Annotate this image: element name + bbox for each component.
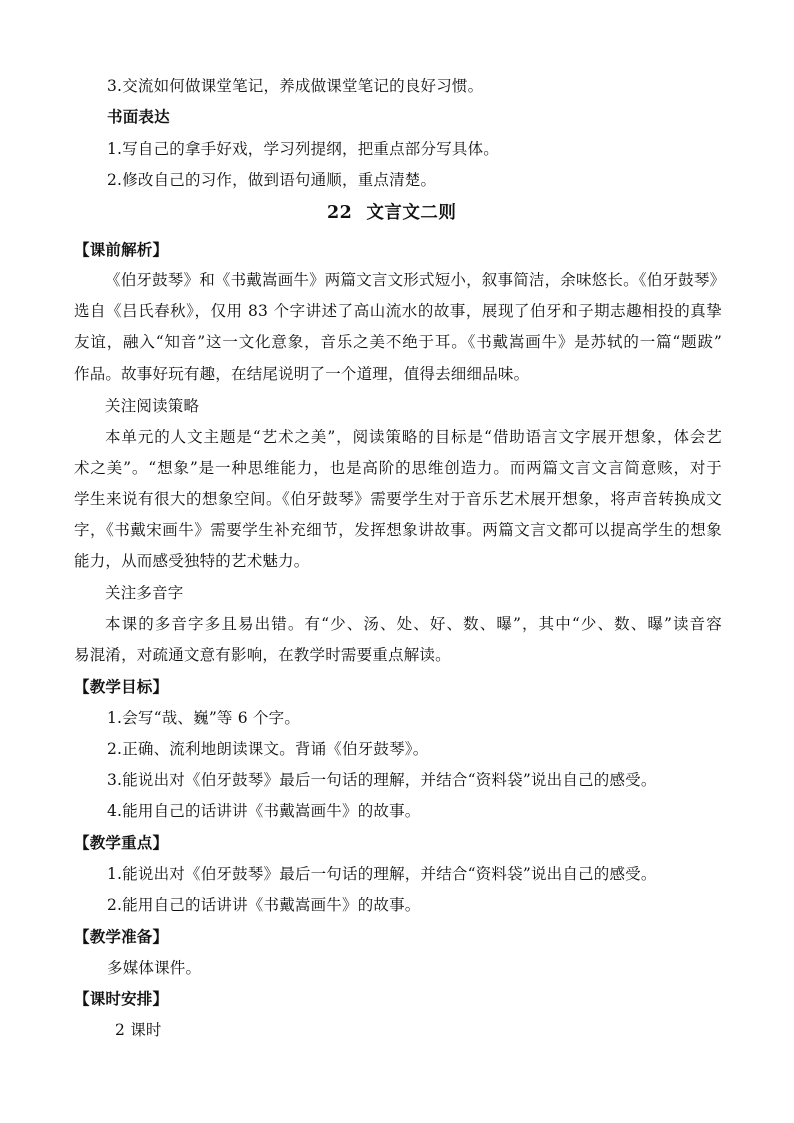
key-point-item-1: 1.能说出对《伯牙鼓琴》最后一句话的理解，并结合“资料袋”说出自己的感受。 bbox=[107, 865, 657, 883]
preparation-text: 多媒体课件。 bbox=[107, 959, 202, 977]
schedule-text: 2 课时 bbox=[115, 1021, 162, 1039]
written-item-2: 2.修改自己的习作，做到语句通顺，重点清楚。 bbox=[107, 171, 437, 189]
subheading-reading-strategy: 关注阅读策略 bbox=[105, 397, 200, 415]
paragraph-line: 《伯牙鼓琴》和《书戴嵩画牛》两篇文言文形式短小，叙事简洁，余味悠长。《伯牙鼓琴》 bbox=[105, 271, 726, 289]
lesson-title bbox=[327, 203, 456, 223]
heading-preparation: 【教学准备】 bbox=[74, 927, 169, 946]
paragraph-line: 易混淆，对疏通文意有影响，在教学时需要重点解读。 bbox=[74, 646, 451, 664]
paragraph-line: 能力，从而感受独特的艺术魅力。 bbox=[74, 552, 310, 570]
paragraph-line: 字，《书戴宋画牛》需要学生补充细节，发挥想象讲故事。两篇文言文都可以提高学生的想象 bbox=[74, 521, 722, 539]
heading-schedule: 【课时安排】 bbox=[74, 989, 169, 1008]
lesson-number: 22 bbox=[327, 203, 353, 223]
key-point-item-2: 2.能用自己的话讲讲《书戴嵩画牛》的故事。 bbox=[107, 896, 421, 914]
written-item-1: 1.写自己的拿手好戏，学习列提纲，把重点部分写具体。 bbox=[107, 140, 499, 158]
paragraph-line: 术之美”。“想象”是一种思维能力，也是高阶的思维创造力。而两篇文言文言简意赅，对于 bbox=[74, 459, 722, 477]
subheading-polyphonic: 关注多音字 bbox=[105, 584, 184, 602]
paragraph-line: 本课的多音字多且易出错。有“少、汤、处、好、数、曝”，其中“少、数、曝”读音容 bbox=[105, 615, 722, 633]
heading-pre-analysis: 【课前解析】 bbox=[74, 240, 169, 259]
objective-item-3: 3.能说出对《伯牙鼓琴》最后一句话的理解，并结合“资料袋”说出自己的感受。 bbox=[107, 771, 657, 789]
paragraph-line: 选自《吕氏春秋》，仅用 83 个字讲述了高山流水的故事，展现了伯牙和子期志趣相投的真挚 bbox=[74, 302, 722, 320]
paragraph-line: 友谊，融入“知音”这一文化意象，音乐之美不绝于耳。《书戴嵩画牛》是苏轼的一篇“题跋” bbox=[74, 333, 722, 351]
heading-objectives: 【教学目标】 bbox=[74, 677, 169, 696]
objective-item-4: 4.能用自己的话讲讲《书戴嵩画牛》的故事。 bbox=[107, 802, 421, 820]
paragraph-line: 作品。故事好玩有趣，在结尾说明了一个道理，值得去细细品味。 bbox=[74, 365, 530, 383]
section-title-written-expression: 书面表达 bbox=[107, 107, 170, 126]
lesson-name: 文言文二则 bbox=[366, 203, 457, 223]
paragraph-line: 本单元的人文主题是“艺术之美”，阅读策略的目标是“借助语言文字展开想象，体会艺 bbox=[105, 428, 722, 446]
heading-key-points: 【教学重点】 bbox=[74, 833, 169, 852]
note-taking-item: 3.交流如何做课堂笔记，养成做课堂笔记的良好习惯。 bbox=[107, 77, 484, 95]
objective-item-2: 2.正确、流利地朗读课文。背诵《伯牙鼓琴》。 bbox=[107, 740, 429, 758]
objective-item-1: 1.会写“哉、巍”等 6 个字。 bbox=[107, 709, 301, 727]
paragraph-line: 学生来说有很大的想象空间。《伯牙鼓琴》需要学生对于音乐艺术展开想象，将声音转换成文 bbox=[74, 490, 722, 508]
